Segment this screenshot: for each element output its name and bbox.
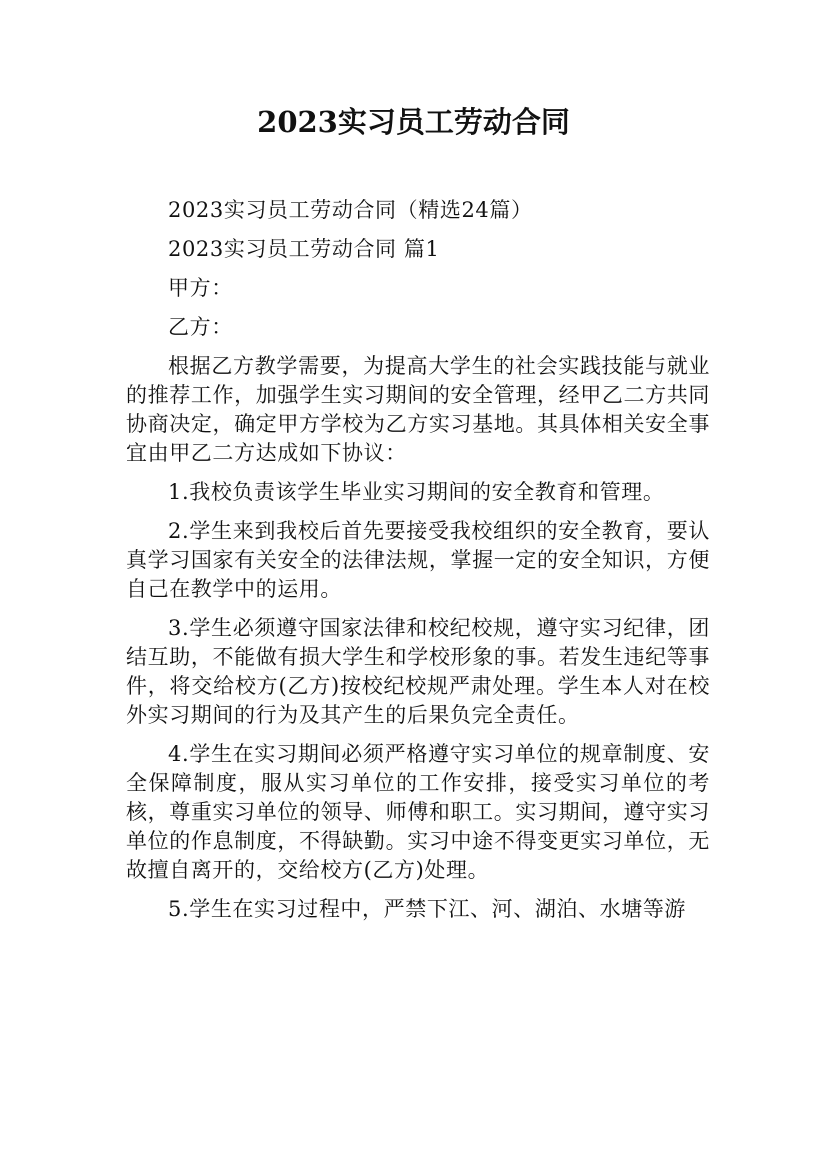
paragraph-party-a: 甲方： (168, 276, 233, 300)
paragraph-party-b: 乙方： (168, 315, 233, 339)
paragraph-clause-4: 4.学生在实习期间必须严格遵守实习单位的规章制度、安全保障制度，服从实习单位的工作安排，接受实习单位的考核，尊重实习单位的领导、师傅和职工。实习期间，遵守实习单位的作息制度，不得缺勤。实习中途不得变更实习单位，无故擅自离开的，交给校方(乙方)处理。 (126, 742, 710, 882)
paragraph-clause-5: 5.学生在实习过程中，严禁下江、河、湖泊、水塘等游 (168, 897, 687, 921)
paragraph-clause-2: 2.学生来到我校后首先要接受我校组织的安全教育，要认真学习国家有关安全的法律法规，掌握一定的安全知识，方便自己在教学中的运用。 (126, 519, 710, 601)
paragraph-clause-1: 1.我校负责该学生毕业实习期间的安全教育和管理。 (168, 480, 665, 504)
document-title: 2023实习员工劳动合同 (257, 105, 570, 139)
paragraph-preamble: 根据乙方教学需要，为提高大学生的社会实践技能与就业的推荐工作，加强学生实习期间的安全管理，经甲乙二方共同协商决定，确定甲方学校为乙方实习基地。其具体相关安全事宜由甲乙二方达成如下协议： (126, 354, 710, 465)
document-body (126, 196, 710, 934)
paragraph-section-heading: 2023实习员工劳动合同 篇1 (168, 237, 440, 261)
paragraph-clause-3: 3.学生必须遵守国家法律和校纪校规，遵守实习纪律，团结互助，不能做有损大学生和学校形象的事。若发生违纪等事件，将交给校方(乙方)按校纪校规严肃处理。学生本人对在校外实习期间的行为及其产生的后果负完全责任。 (126, 616, 710, 727)
paragraph-subtitle: 2023实习员工劳动合同（精选24篇） (168, 198, 533, 222)
